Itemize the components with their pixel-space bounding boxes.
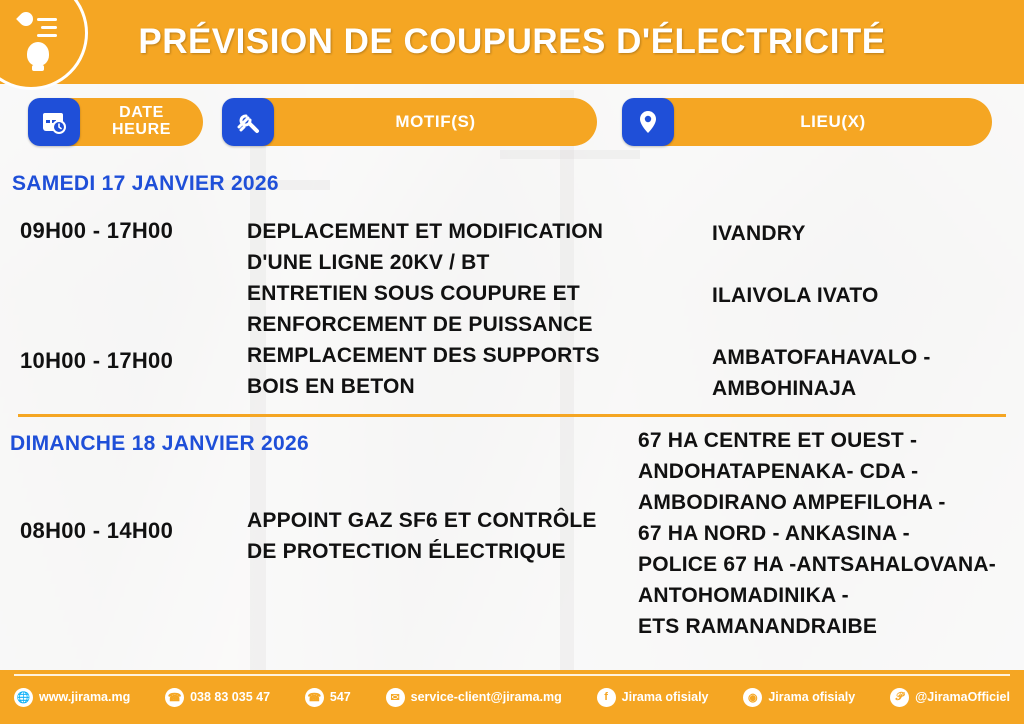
lieu-line: ANTOHOMADINIKA - — [638, 584, 849, 607]
phone-icon: ☎ — [165, 688, 184, 707]
water-drop-icon — [16, 9, 36, 29]
schedule-content — [0, 160, 1024, 670]
day-title-sunday: DIMANCHE 18 JANVIER 2026 — [10, 432, 309, 455]
footer-phone-label: 038 83 035 47 — [190, 690, 271, 704]
footer-instagram[interactable] — [743, 688, 855, 707]
lieu-line: AMBATOFAHAVALO - — [712, 346, 931, 369]
column-header-lieu — [622, 98, 992, 146]
twitter-icon: 𝒫 — [890, 688, 909, 707]
footer-facebook[interactable] — [597, 688, 709, 707]
globe-icon: 🌐 — [14, 688, 33, 707]
lieu-line: ANDOHATAPENAKA- CDA - — [638, 460, 919, 483]
logo-bar-2 — [41, 26, 57, 29]
jirama-logo-icon — [0, 0, 88, 90]
lieu-line: AMBOHINAJA — [712, 377, 857, 400]
lieu-text-3 — [712, 342, 1012, 404]
motif-line: APPOINT GAZ SF6 ET CONTRÔLE — [247, 509, 597, 532]
lieu-line: POLICE 67 HA -ANTSAHALOVANA- — [638, 553, 996, 576]
motif-line: D'UNE LIGNE 20KV / BT — [247, 251, 490, 274]
footer-phone[interactable] — [165, 688, 270, 707]
motif-line: REMPLACEMENT DES SUPPORTS — [247, 344, 600, 367]
map-pin-icon — [622, 98, 674, 146]
motif-text-sunday — [247, 505, 647, 567]
footer-twitter[interactable] — [890, 688, 1010, 707]
lieu-line: ETS RAMANANDRAIBE — [638, 615, 878, 638]
column-header-lieu-label: LIEU(X) — [800, 112, 866, 132]
motif-line: RENFORCEMENT DE PUISSANCE — [247, 313, 593, 336]
column-header-motif-label: MOTIF(S) — [395, 112, 476, 132]
motif-text-saturday — [247, 216, 647, 402]
footer-instagram-label: Jirama ofisialy — [768, 690, 856, 704]
light-bulb-icon — [27, 42, 49, 66]
footer-website[interactable] — [14, 688, 130, 707]
instagram-icon: ◉ — [743, 688, 762, 707]
footer-facebook-label: Jirama ofisialy — [621, 690, 709, 704]
facebook-icon: f — [597, 688, 616, 707]
logo-bar-3 — [37, 34, 57, 37]
time-range-1: 09H00 - 17H00 — [20, 218, 174, 243]
footer-divider — [14, 674, 1010, 676]
section-divider — [18, 414, 1006, 417]
column-header-date — [28, 98, 203, 146]
date-label-line2: HEURE — [111, 121, 171, 138]
poster-footer — [0, 670, 1024, 724]
motif-line: BOIS EN BETON — [247, 375, 415, 398]
logo-bar-1 — [37, 18, 57, 21]
lieu-text-2: ILAIVOLA IVATO — [712, 284, 879, 307]
lieu-text-sunday — [638, 425, 1018, 642]
lieu-text-1: IVANDRY — [712, 222, 806, 245]
footer-twitter-label: @JiramaOfficiel — [915, 690, 1010, 704]
lieu-line: 67 HA CENTRE ET OUEST - — [638, 429, 918, 452]
tools-icon — [222, 98, 274, 146]
time-range-3: 08H00 - 14H00 — [20, 518, 174, 543]
phone-small-icon: ☎ — [305, 688, 324, 707]
footer-shortcode[interactable] — [305, 688, 351, 707]
poster-header — [0, 0, 1024, 84]
column-header-motif — [222, 98, 597, 146]
jirama-mark-shape — [15, 12, 61, 66]
motif-line: DE PROTECTION ÉLECTRIQUE — [247, 540, 566, 563]
lieu-line: AMBODIRANO AMPEFILOHA - — [638, 491, 946, 514]
lieu-line: 67 HA NORD - ANKASINA - — [638, 522, 910, 545]
motif-line: DEPLACEMENT ET MODIFICATION — [247, 220, 604, 243]
calendar-clock-icon — [28, 98, 80, 146]
column-header-date-label — [80, 105, 203, 139]
motif-line: ENTRETIEN SOUS COUPURE ET — [247, 282, 580, 305]
date-label-line1: DATE — [119, 104, 164, 122]
day-title-saturday: SAMEDI 17 JANVIER 2026 — [12, 172, 279, 195]
footer-website-label: www.jirama.mg — [39, 690, 131, 704]
page-title: PRÉVISION DE COUPURES D'ÉLECTRICITÉ — [138, 22, 886, 61]
column-header-bar — [0, 98, 1024, 150]
footer-email[interactable] — [386, 688, 562, 707]
footer-shortcode-label: 547 — [329, 690, 351, 704]
time-range-2: 10H00 - 17H00 — [20, 348, 174, 373]
email-icon: ✉ — [386, 688, 405, 707]
footer-email-label: service-client@jirama.mg — [410, 690, 562, 704]
